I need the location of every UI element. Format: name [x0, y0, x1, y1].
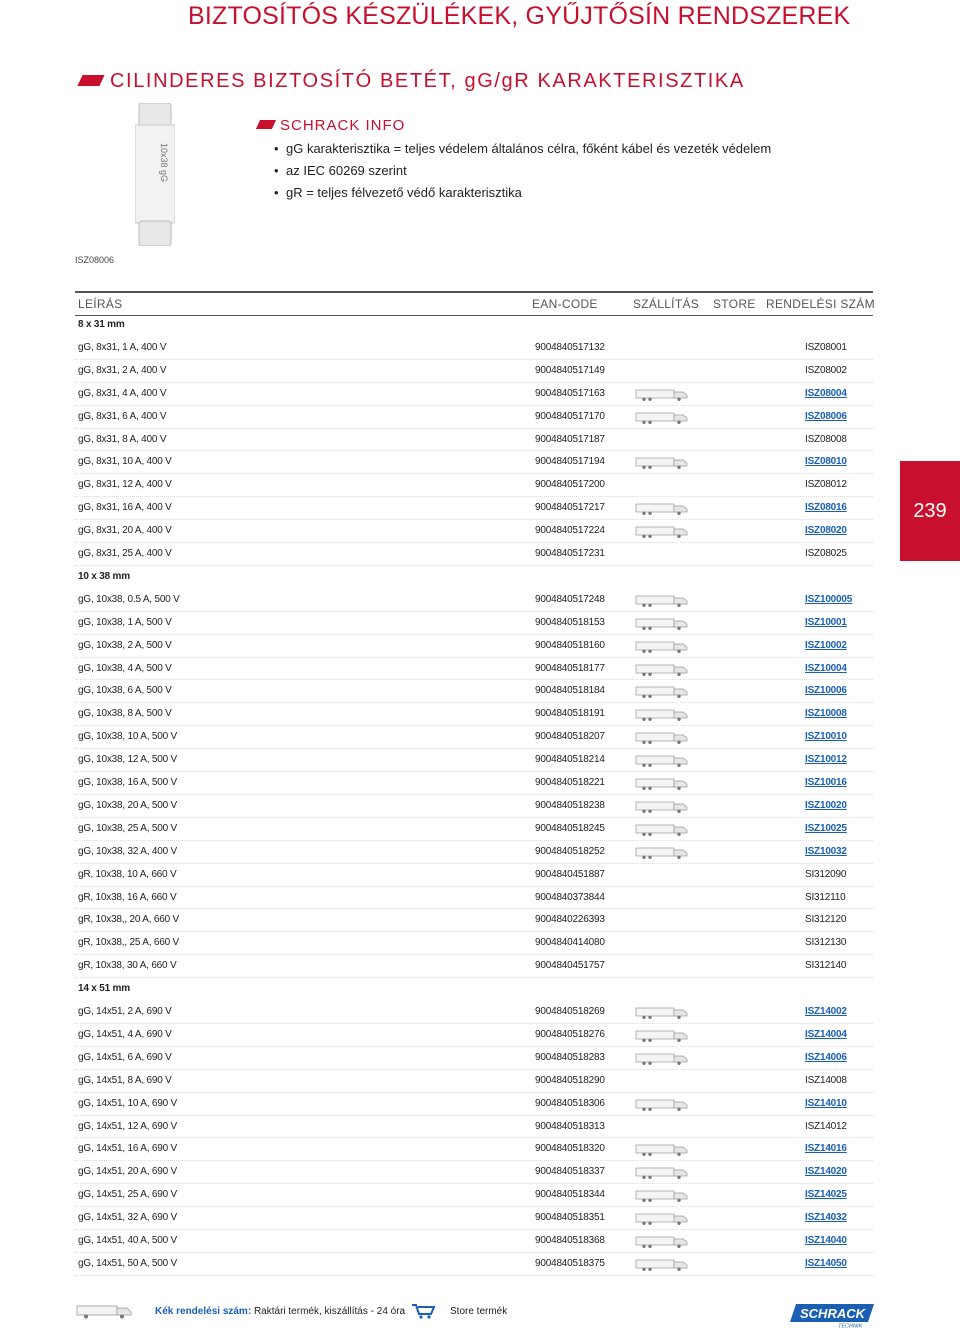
row-description: gG, 10x38, 6 A, 500 V [78, 685, 172, 697]
table-row [75, 1001, 873, 1024]
table-row [75, 864, 873, 887]
row-ean: 9004840518344 [535, 1189, 605, 1201]
page-number-tab: 239 [900, 461, 960, 561]
row-order-number[interactable]: ISZ10002 [805, 639, 847, 651]
table-row [75, 772, 873, 795]
row-ean: 9004840518276 [535, 1028, 605, 1040]
fuse-photo-label: 10x38 gG [159, 143, 169, 183]
row-ean: 9004840518207 [535, 731, 605, 743]
row-ean: 9004840518337 [535, 1166, 605, 1178]
delivery-truck-icon [635, 730, 691, 745]
footer-legend [70, 1302, 890, 1330]
row-order-number[interactable]: ISZ10006 [805, 685, 847, 697]
row-description: gG, 14x51, 10 A, 690 V [78, 1097, 178, 1109]
delivery-truck-icon [635, 1028, 691, 1043]
table-row [75, 1253, 873, 1276]
row-order-number[interactable]: ISZ14010 [805, 1097, 847, 1109]
delivery-truck-icon [635, 1257, 691, 1272]
row-description: gG, 14x51, 40 A, 500 V [78, 1235, 178, 1246]
row-order-number[interactable]: SI312140 [805, 960, 847, 972]
row-order-number[interactable]: ISZ08010 [805, 456, 847, 468]
row-ean: 9004840518306 [535, 1097, 605, 1109]
section-title [80, 70, 745, 93]
row-order-number[interactable]: ISZ08002 [805, 364, 847, 376]
row-ean: 9004840451757 [535, 960, 605, 972]
table-row [75, 635, 873, 658]
row-order-number[interactable]: SI312130 [805, 937, 847, 949]
row-description: gG, 8x31, 12 A, 400 V [78, 479, 172, 491]
schrack-info-box [258, 117, 878, 204]
logo-subtext: TECHNIK [838, 1323, 863, 1328]
table-row [75, 543, 873, 566]
row-description: gR, 10x38, 16 A, 660 V [78, 891, 177, 903]
table-row [75, 383, 873, 406]
delivery-truck-icon [635, 639, 691, 654]
schrack-logo [790, 1302, 874, 1328]
table-row [75, 841, 873, 864]
table-row [75, 1161, 873, 1184]
row-description: gR, 10x38,, 25 A, 660 V [78, 937, 180, 949]
row-description: gR, 10x38,, 20 A, 660 V [78, 914, 180, 926]
row-ean: 9004840518269 [535, 1006, 605, 1017]
row-order-number[interactable]: ISZ10008 [805, 708, 847, 720]
row-separator [75, 1275, 873, 1276]
row-order-number[interactable]: ISZ14004 [805, 1028, 847, 1040]
row-description: gG, 8x31, 6 A, 400 V [78, 410, 167, 422]
delivery-truck-icon [635, 845, 691, 860]
row-description: gG, 10x38, 8 A, 500 V [78, 708, 172, 720]
row-description: gG, 14x51, 4 A, 690 V [78, 1028, 172, 1040]
table-row [75, 520, 873, 543]
row-ean: 9004840518191 [535, 708, 605, 720]
row-ean: 9004840518290 [535, 1074, 605, 1086]
row-description: gG, 14x51, 20 A, 690 V [78, 1166, 178, 1178]
row-order-number[interactable]: ISZ14006 [805, 1051, 847, 1063]
table-row [75, 658, 873, 681]
row-order-number[interactable]: ISZ10020 [805, 799, 847, 811]
table-header [75, 291, 873, 316]
row-ean: 9004840517224 [535, 525, 605, 537]
row-order-number[interactable]: ISZ10004 [805, 662, 847, 674]
row-description: gG, 10x38, 12 A, 500 V [78, 754, 178, 766]
row-order-number[interactable]: ISZ10012 [805, 754, 847, 766]
row-ean: 9004840517187 [535, 433, 605, 445]
row-order-number[interactable]: SI312120 [805, 914, 847, 926]
table-row [75, 451, 873, 474]
delivery-truck-icon [635, 1097, 691, 1112]
delivery-truck-icon [635, 1234, 691, 1249]
info-title [258, 117, 878, 134]
table-row [75, 1024, 873, 1047]
photo-caption: ISZ08006 [75, 255, 115, 265]
row-description: gG, 8x31, 25 A, 400 V [78, 548, 172, 559]
table-row [75, 337, 873, 360]
logo-text: SCHRACK [800, 1306, 865, 1321]
row-order-number[interactable]: ISZ10032 [805, 845, 847, 857]
delivery-truck-icon [635, 776, 691, 791]
row-description: gG, 8x31, 16 A, 400 V [78, 502, 172, 514]
row-order-number[interactable]: ISZ14032 [805, 1212, 847, 1224]
row-order-number[interactable]: ISZ08008 [805, 433, 847, 445]
table-row [75, 612, 873, 635]
row-ean: 9004840226393 [535, 914, 605, 926]
delivery-truck-icon [635, 455, 691, 470]
row-order-number[interactable]: ISZ10016 [805, 777, 847, 788]
row-description: gG, 14x51, 6 A, 690 V [78, 1051, 172, 1063]
row-order-number[interactable]: ISZ14012 [805, 1120, 847, 1132]
delivery-truck-icon [635, 684, 691, 699]
row-description: gG, 8x31, 20 A, 400 V [78, 525, 172, 537]
delivery-truck-icon [76, 1302, 134, 1320]
table-row [75, 589, 873, 612]
row-order-number[interactable]: ISZ14040 [805, 1235, 847, 1246]
table-row [75, 909, 873, 932]
info-item-continuation: • az IEC 60269 szerint [286, 160, 878, 182]
row-order-number[interactable]: SI312090 [805, 868, 847, 880]
row-description: gG, 14x51, 12 A, 690 V [78, 1120, 178, 1132]
row-ean: 9004840517132 [535, 341, 605, 353]
row-ean: 9004840518313 [535, 1120, 605, 1132]
row-description: gG, 10x38, 20 A, 500 V [78, 799, 178, 811]
info-marker-icon [256, 120, 276, 129]
legend-order-text: Raktári termék, kiszállítás - 24 óra [251, 1306, 406, 1317]
table-row [75, 1138, 873, 1161]
table-row [75, 1230, 873, 1253]
row-order-number[interactable]: ISZ08012 [805, 479, 847, 491]
legend-order-label: Kék rendelési szám: [155, 1306, 252, 1317]
row-ean: 9004840451887 [535, 868, 605, 880]
table-row [75, 406, 873, 429]
row-ean: 9004840518153 [535, 616, 605, 628]
header-order-no: RENDELÉSI SZÁM [766, 297, 875, 311]
row-order-number[interactable]: ISZ10001 [805, 616, 847, 628]
table-row [75, 703, 873, 726]
table-row [75, 818, 873, 841]
row-ean: 9004840414080 [535, 937, 605, 949]
delivery-truck-icon [635, 799, 691, 814]
info-item: • gG karakterisztika = teljes védelem általános célra, főként kábel és vezeték védelem [286, 138, 878, 160]
row-description: gG, 10x38, 16 A, 500 V [78, 777, 178, 788]
row-order-number[interactable]: ISZ08001 [805, 341, 847, 353]
row-separator [75, 565, 873, 566]
row-order-number[interactable]: ISZ08006 [805, 410, 847, 422]
row-ean: 9004840517217 [535, 502, 605, 514]
row-description: gR, 10x38, 10 A, 660 V [78, 868, 177, 880]
table-row [75, 1070, 873, 1093]
info-title-text: SCHRACK INFO [280, 117, 406, 134]
row-ean: 9004840518283 [535, 1051, 605, 1063]
row-ean: 9004840518238 [535, 799, 605, 811]
delivery-truck-icon [635, 1188, 691, 1203]
row-ean: 9004840373844 [535, 891, 605, 903]
table-row [75, 1093, 873, 1116]
delivery-truck-icon [635, 822, 691, 837]
row-ean: 9004840518368 [535, 1235, 605, 1246]
store-cart-icon [410, 1302, 436, 1320]
table-row [75, 360, 873, 383]
row-order-number[interactable]: SI312110 [805, 891, 846, 903]
row-description: gG, 8x31, 2 A, 400 V [78, 364, 167, 376]
header-description: LEÍRÁS [78, 297, 123, 311]
row-description: gG, 10x38, 32 A, 400 V [78, 845, 178, 857]
row-order-number[interactable]: ISZ14020 [805, 1166, 847, 1178]
row-order-number[interactable]: ISZ14008 [805, 1074, 847, 1086]
delivery-truck-icon [635, 616, 691, 631]
row-order-number[interactable]: ISZ10025 [805, 822, 847, 834]
row-description: gG, 10x38, 25 A, 500 V [78, 822, 178, 834]
group-label: 14 x 51 mm [78, 983, 130, 995]
table-row [75, 749, 873, 772]
row-description: gG, 10x38, 10 A, 500 V [78, 731, 178, 743]
row-order-number[interactable]: ISZ14002 [805, 1006, 847, 1017]
row-order-number[interactable]: ISZ08020 [805, 525, 847, 537]
table-row [75, 1047, 873, 1070]
info-item: • gR = teljes félvezető védő karakterisztika [286, 182, 878, 204]
row-description: gG, 14x51, 8 A, 690 V [78, 1074, 172, 1086]
table-row [75, 932, 873, 955]
row-description: gG, 10x38, 2 A, 500 V [78, 639, 172, 651]
delivery-truck-icon [635, 501, 691, 516]
delivery-truck-icon [635, 593, 691, 608]
table-row [75, 1207, 873, 1230]
row-ean: 9004840518160 [535, 639, 605, 651]
row-description: gG, 8x31, 8 A, 400 V [78, 433, 167, 445]
row-ean: 9004840517248 [535, 593, 605, 605]
table-row [75, 1116, 873, 1139]
table-row [75, 795, 873, 818]
table-row [75, 680, 873, 703]
table-row [75, 497, 873, 520]
row-order-number[interactable]: ISZ08016 [805, 502, 847, 514]
row-description: gG, 10x38, 0.5 A, 500 V [78, 593, 180, 605]
fuse-cartridge-photo [135, 103, 175, 246]
row-description: gG, 14x51, 25 A, 690 V [78, 1189, 178, 1201]
row-description: gG, 14x51, 16 A, 690 V [78, 1143, 178, 1155]
section-marker-icon [77, 75, 104, 86]
table-row [75, 1184, 873, 1207]
row-ean: 9004840518221 [535, 777, 605, 788]
row-description: gG, 14x51, 50 A, 500 V [78, 1257, 178, 1269]
delivery-truck-icon [635, 387, 691, 402]
row-order-number[interactable]: ISZ14016 [805, 1143, 847, 1155]
header-ean: EAN-CODE [532, 297, 598, 311]
table-row [75, 955, 873, 978]
row-ean: 9004840518351 [535, 1212, 605, 1224]
delivery-truck-icon [635, 410, 691, 425]
section-title-text: CILINDERES BIZTOSÍTÓ BETÉT, gG/gR KARAKTERISZTIKA [110, 70, 745, 92]
delivery-truck-icon [635, 1005, 691, 1020]
table-row [75, 726, 873, 749]
row-ean: 9004840517194 [535, 456, 605, 468]
header-store: STORE [713, 297, 756, 311]
row-separator [75, 977, 873, 978]
row-ean: 9004840518320 [535, 1143, 605, 1155]
row-description: gG, 14x51, 2 A, 690 V [78, 1006, 172, 1017]
table-row [75, 474, 873, 497]
row-ean: 9004840518252 [535, 845, 605, 857]
delivery-truck-icon [635, 1051, 691, 1066]
delivery-truck-icon [635, 707, 691, 722]
row-order-number[interactable]: ISZ08025 [805, 548, 847, 559]
row-order-number[interactable]: ISZ14050 [805, 1257, 847, 1269]
row-description: gG, 8x31, 10 A, 400 V [78, 456, 172, 468]
delivery-truck-icon [635, 662, 691, 677]
row-description: gG, 14x51, 32 A, 690 V [78, 1212, 178, 1224]
delivery-truck-icon [635, 1211, 691, 1226]
legend-store: Store termék [450, 1306, 508, 1317]
row-order-number[interactable]: ISZ10010 [805, 731, 847, 743]
info-list [258, 138, 878, 204]
delivery-truck-icon [635, 1165, 691, 1180]
row-ean: 9004840518177 [535, 662, 605, 674]
row-description: gR, 10x38, 30 A, 660 V [78, 960, 177, 972]
page-title: BIZTOSÍTÓS KÉSZÜLÉKEK, GYŰJTŐSÍN RENDSZEREK [188, 2, 851, 30]
row-description: gG, 8x31, 1 A, 400 V [78, 341, 167, 353]
header-shipping: SZÁLLÍTÁS [633, 297, 700, 311]
row-ean: 9004840518375 [535, 1257, 605, 1269]
table-row [75, 887, 873, 910]
row-ean: 9004840517163 [535, 387, 605, 399]
delivery-truck-icon [635, 524, 691, 539]
row-description: gG, 10x38, 1 A, 500 V [78, 616, 172, 628]
table-row [75, 429, 873, 452]
row-order-number[interactable]: ISZ08004 [805, 387, 847, 399]
row-ean: 9004840518245 [535, 822, 605, 834]
row-ean: 9004840517200 [535, 479, 605, 491]
row-description: gG, 10x38, 4 A, 500 V [78, 662, 172, 674]
row-ean: 9004840517149 [535, 364, 605, 376]
row-description: gG, 8x31, 4 A, 400 V [78, 387, 167, 399]
row-ean: 9004840518184 [535, 685, 605, 697]
delivery-truck-icon [635, 753, 691, 768]
row-ean: 9004840518214 [535, 754, 605, 766]
row-order-number[interactable]: ISZ14025 [805, 1189, 847, 1201]
group-label: 10 x 38 mm [78, 570, 130, 582]
row-order-number[interactable]: ISZ100005 [805, 593, 853, 605]
group-label: 8 x 31 mm [78, 319, 125, 330]
row-ean: 9004840517170 [535, 410, 605, 422]
delivery-truck-icon [635, 1142, 691, 1157]
row-ean: 9004840517231 [535, 548, 605, 559]
